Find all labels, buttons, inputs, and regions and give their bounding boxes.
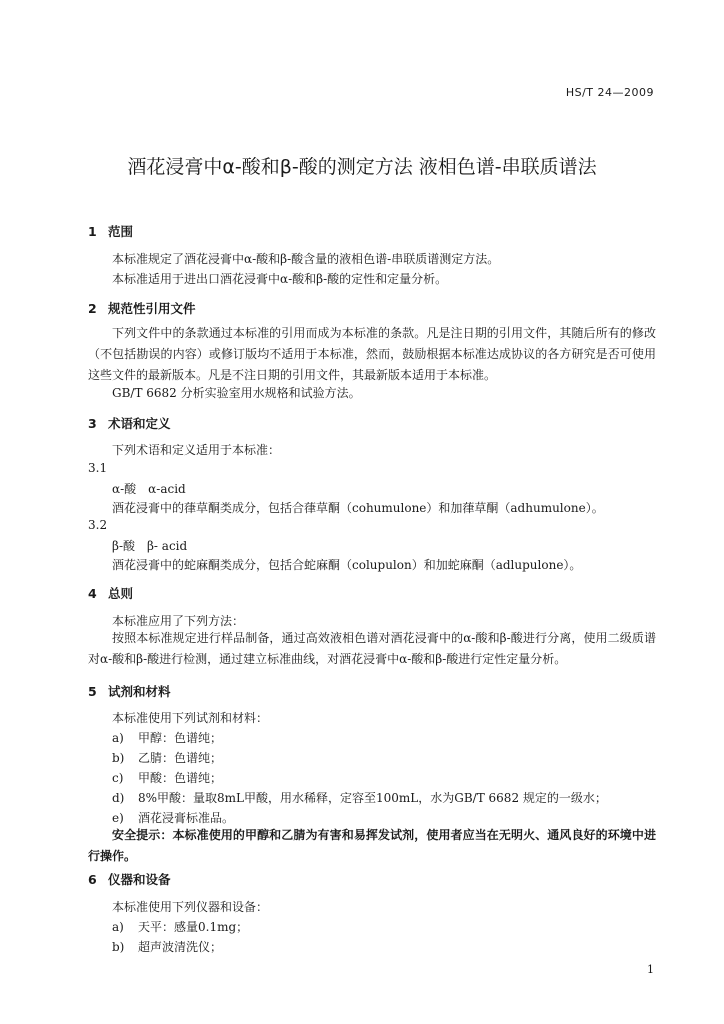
- list-item-label: c): [112, 771, 124, 785]
- list-item-label: e): [112, 811, 124, 825]
- section-number: 6: [88, 872, 97, 887]
- section-heading-apparatus: [88, 870, 171, 888]
- section-title: 范围: [108, 224, 134, 239]
- scope-paragraph-2: 本标准适用于进出口酒花浸膏中α-酸和β-酸的定性和定量分析。: [112, 272, 448, 286]
- reagents-intro: 本标准使用下列试剂和材料：: [112, 711, 269, 725]
- list-item: [112, 729, 222, 746]
- list-item-text: 甲醇：色谱纯；: [138, 731, 223, 745]
- general-paragraph-2: 按照本标准规定进行样品制备，通过高效液相色谱对酒花浸膏中的α-酸和β-酸进行分离，使用二级质谱对α-酸和β-酸进行检测，通过建立标准曲线，对酒花浸膏中α-酸和β-酸进行定性定量分析。: [88, 631, 656, 666]
- list-item-text: 超声波清洗仪；: [138, 940, 223, 954]
- safety-notice: 安全提示：本标准使用的甲醇和乙腈为有害和易挥发试剂，使用者应当在无明火、通风良好的环境中进行操作。: [88, 828, 656, 863]
- page-number: 1: [647, 963, 654, 976]
- section-heading-refs: [88, 299, 196, 317]
- list-item-label: b): [112, 940, 125, 954]
- section-heading-scope: [88, 222, 133, 240]
- refs-paragraph-2: GB/T 6682 分析实验室用水规格和试验方法。: [112, 386, 361, 400]
- list-item: [112, 918, 248, 935]
- list-item-text: 8%甲酸：量取8mL甲酸，用水稀释，定容至100mL，水为GB/T 6682 规定的一级水；: [138, 791, 607, 805]
- section-number: 3: [88, 416, 97, 431]
- section-number: 4: [88, 586, 97, 601]
- term-2-definition: 酒花浸膏中的蛇麻酮类成分，包括合蛇麻酮（colupulon）和加蛇麻酮（adlupulone）。: [112, 558, 582, 572]
- document-title: 酒花浸膏中α-酸和β-酸的测定方法 液相色谱-串联质谱法: [127, 156, 597, 178]
- term-1-number: 3.1: [88, 461, 108, 475]
- list-item-label: b): [112, 751, 125, 765]
- list-item-text: 天平：感量0.1mg；: [138, 920, 249, 934]
- list-item-label: d): [112, 791, 125, 805]
- section-heading-terms: [88, 414, 171, 432]
- section-heading-reagents: [88, 682, 171, 700]
- section-title: 术语和定义: [108, 416, 171, 431]
- list-item: [112, 789, 607, 806]
- section-number: 5: [88, 684, 97, 699]
- section-title: 仪器和设备: [108, 872, 171, 887]
- term-2-number: 3.2: [88, 518, 108, 532]
- section-number: 1: [88, 224, 97, 239]
- term-2-name: β-酸 β- acid: [112, 539, 188, 553]
- list-item: [112, 938, 222, 955]
- list-item-text: 乙腈：色谱纯；: [138, 751, 223, 765]
- list-item-text: 酒花浸膏标准品。: [138, 811, 235, 825]
- list-item-text: 甲酸：色谱纯；: [138, 771, 223, 785]
- list-item: [112, 809, 234, 826]
- term-1-name: α-酸 α-acid: [112, 482, 186, 496]
- section-title: 试剂和材料: [108, 684, 171, 699]
- scope-paragraph-1: 本标准规定了酒花浸膏中α-酸和β-酸含量的液相色谱-串联质谱测定方法。: [112, 252, 500, 266]
- section-title: 规范性引用文件: [108, 301, 196, 316]
- apparatus-intro: 本标准使用下列仪器和设备：: [112, 900, 269, 914]
- general-paragraph-1: 本标准应用了下列方法：: [112, 614, 245, 628]
- list-item-label: a): [112, 731, 124, 745]
- list-item-label: a): [112, 920, 124, 934]
- term-1-definition: 酒花浸膏中的葎草酮类成分，包括合葎草酮（cohumulone）和加葎草酮（adhumulone）。: [112, 501, 604, 515]
- list-item: [112, 749, 222, 766]
- section-number: 2: [88, 301, 97, 316]
- section-heading-general: [88, 584, 133, 602]
- terms-intro: 下列术语和定义适用于本标准：: [112, 443, 281, 457]
- refs-paragraph-1: 下列文件中的条款通过本标准的引用而成为本标准的条款。凡是注日期的引用文件，其随后所有的修改（不包括勘误的内容）或修订版均不适用于本标准，然而，鼓励根据本标准达成协议的各方研究是否可使用这些文件的最新版本。凡是不注日期的引用文件，其最新版本适用于本标准。: [88, 326, 656, 382]
- list-item: [112, 769, 222, 786]
- section-title: 总则: [108, 586, 134, 601]
- standard-code: HS/T 24—2009: [565, 86, 654, 99]
